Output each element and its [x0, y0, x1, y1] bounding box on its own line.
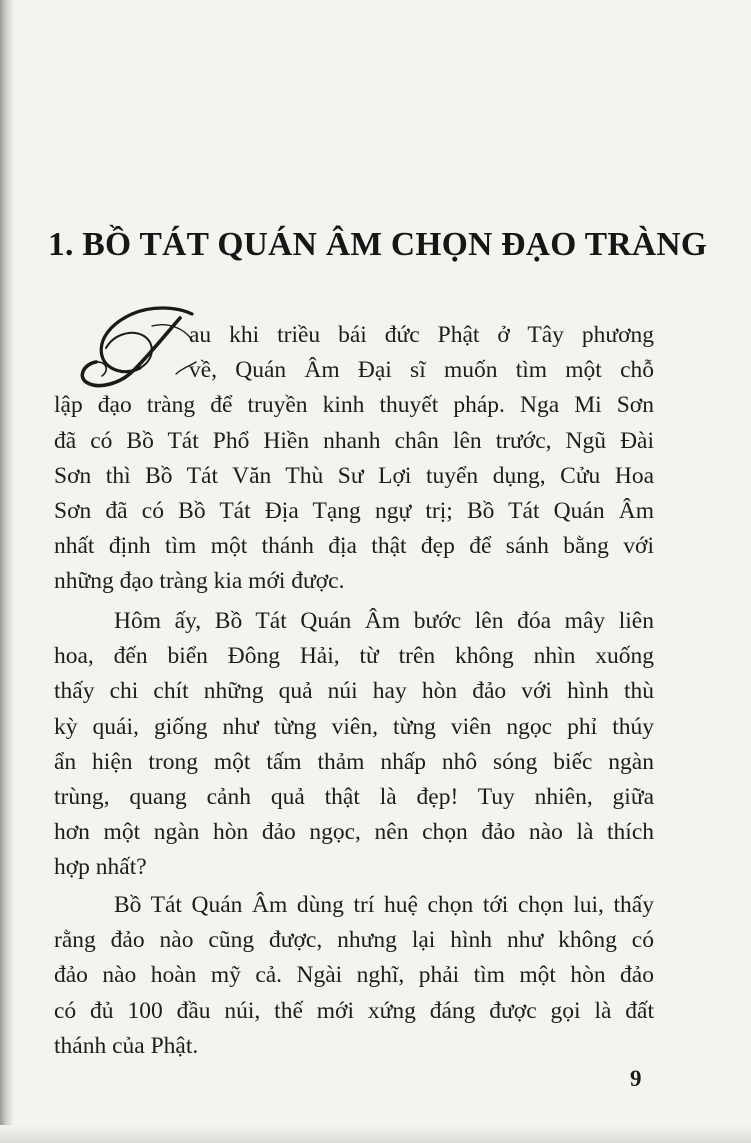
text-line: trùng, quang cảnh quả thật là đẹp! Tuy nhiên, giữa — [54, 783, 654, 810]
text-line: Bồ Tát Quán Âm dùng trí huệ chọn tới chọn lui, thấy — [114, 892, 654, 918]
text-line: hoa, đến biển Đông Hải, từ trên không nhìn xuống — [54, 643, 654, 670]
text-line: kỳ quái, giống như từng viên, từng viên ngọc phỉ thúy — [54, 713, 654, 740]
text-line: thấy chi chít những quả núi hay hòn đảo với hình thù — [54, 678, 654, 705]
text-line: đã có Bồ Tát Phổ Hiền nhanh chân lên trước, Ngũ Đài — [54, 427, 654, 454]
page-bottom-shadow — [0, 1125, 751, 1143]
text-line: hợp nhất? — [54, 854, 147, 881]
text-line: lập đạo tràng để truyền kinh thuyết pháp. Nga Mi Sơn — [54, 392, 654, 419]
paragraph-3 — [54, 888, 654, 1064]
text-line: đảo nào hoàn mỹ cả. Ngài nghĩ, phải tìm một hòn đảo — [54, 962, 654, 989]
text-line: Hôm ấy, Bồ Tát Quán Âm bước lên đóa mây liên — [114, 608, 654, 634]
paragraph-2 — [54, 604, 654, 886]
text-line: Sơn đã có Bồ Tát Địa Tạng ngự trị; Bồ Tát Quán Âm — [54, 497, 654, 524]
text-line: hơn một ngàn hòn đảo ngọc, nên chọn đảo nào là thích — [54, 819, 654, 846]
chapter-title: 1. BỒ TÁT QUÁN ÂM CHỌN ĐẠO TRÀNG — [48, 226, 708, 263]
text-line: au khi triều bái đức Phật ở Tây phương — [189, 322, 654, 348]
paragraph-1 — [54, 318, 654, 600]
text-line: rằng đảo nào cũng được, nhưng lại hình như không có — [54, 927, 654, 954]
text-line: Sơn thì Bồ Tát Văn Thù Sư Lợi tuyển dụng, Cửu Hoa — [54, 462, 654, 489]
text-line: nhất định tìm một thánh địa thật đẹp để sánh bằng với — [54, 533, 654, 560]
text-line: những đạo tràng kia mới được. — [54, 568, 345, 595]
text-line: có đủ 100 đầu núi, thế mới xứng đáng được gọi là đất — [54, 997, 654, 1024]
page-gutter-shadow — [0, 0, 14, 1143]
text-line: về, Quán Âm Đại sĩ muốn tìm một chỗ — [189, 357, 654, 384]
page-number: 9 — [630, 1066, 642, 1091]
text-line: thánh của Phật. — [54, 1032, 199, 1059]
text-line: ẩn hiện trong một tấm thảm nhấp nhô sóng biếc ngàn — [54, 748, 654, 775]
